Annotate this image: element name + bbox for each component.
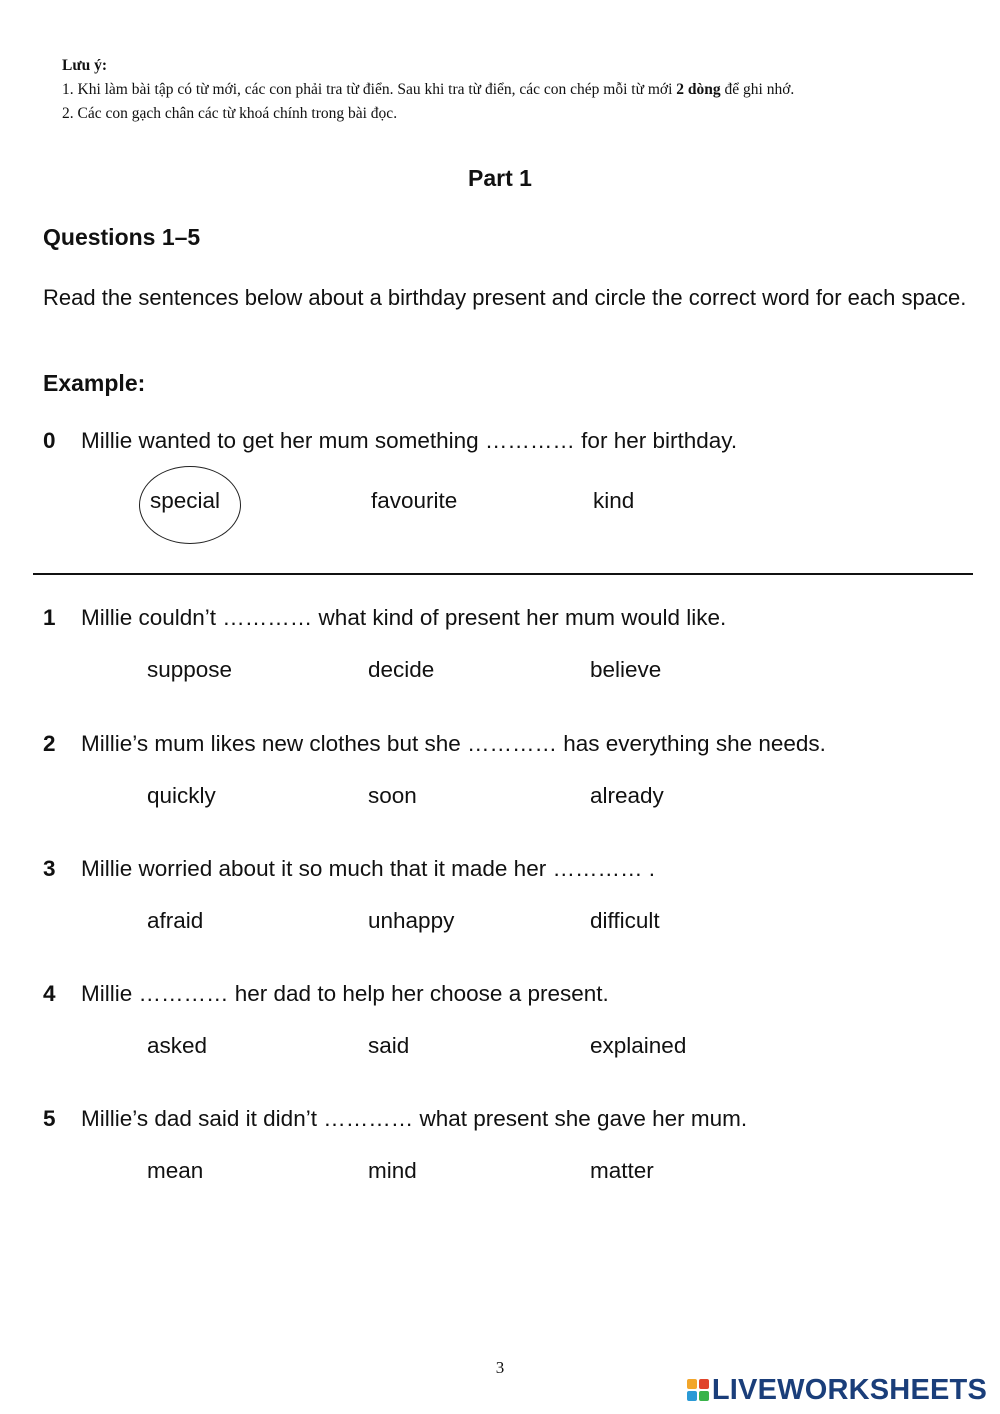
option-b[interactable]: soon: [368, 783, 417, 808]
note-title: Lưu ý:: [62, 57, 108, 74]
option-b[interactable]: favourite: [371, 488, 458, 513]
question-text: Millie’s mum likes new clothes but she ………… has everything she needs.: [81, 731, 826, 756]
note-line-1-bold: 2 dòng: [676, 81, 721, 98]
option-a[interactable]: suppose: [147, 657, 233, 682]
option-a[interactable]: mean: [147, 1158, 204, 1183]
logo-tile-2: [699, 1379, 709, 1389]
logo-tile-3: [687, 1391, 697, 1401]
option-c[interactable]: explained: [590, 1033, 687, 1058]
questions-title: Questions 1–5: [43, 224, 201, 250]
note-line-1-text: 1. Khi làm bài tập có từ mới, các con phải tra từ điển. Sau khi tra từ điển, các con chép mỗi từ mới: [62, 81, 677, 98]
note-line-1-end: để ghi nhớ.: [720, 81, 795, 98]
question-text: Millie’s dad said it didn’t ………… what present she gave her mum.: [81, 1106, 748, 1131]
option-a[interactable]: special: [150, 488, 221, 513]
part-title: Part 1: [468, 165, 532, 191]
option-c[interactable]: kind: [593, 488, 635, 513]
question-3: [43, 856, 655, 882]
note-line-1: [62, 78, 962, 102]
liveworksheets-logo: [687, 1374, 987, 1406]
question-text: Millie worried about it so much that it made her ………… .: [81, 856, 655, 881]
question-number: 2: [43, 731, 56, 756]
option-a[interactable]: afraid: [147, 908, 204, 933]
divider-line: [33, 573, 973, 575]
option-b[interactable]: decide: [368, 657, 435, 682]
question-text: Millie couldn’t ………… what kind of present her mum would like.: [81, 605, 727, 630]
question-1: [43, 605, 726, 631]
brand-text: LIVEWORKSHEETS: [711, 1373, 987, 1406]
question-text: Millie ………… her dad to help her choose a present.: [81, 981, 609, 1006]
question-2: [43, 731, 826, 757]
question-number: 0: [43, 428, 56, 453]
question-number: 1: [43, 605, 56, 630]
question-number: 5: [43, 1106, 56, 1131]
question-5: [43, 1106, 747, 1132]
logo-tile-4: [699, 1391, 709, 1401]
page-number: 3: [495, 1358, 505, 1377]
note-line-2: 2. Các con gạch chân các từ khoá chính trong bài đọc.: [62, 105, 398, 122]
question-text: Millie wanted to get her mum something ………… for her birthday.: [81, 428, 738, 453]
option-b[interactable]: unhappy: [368, 908, 455, 933]
example-label: Example:: [43, 370, 146, 396]
brand-logo-icon: [687, 1379, 709, 1401]
option-b[interactable]: mind: [368, 1158, 417, 1183]
note-block: [62, 54, 962, 126]
logo-tile-1: [687, 1379, 697, 1389]
question-number: 4: [43, 981, 56, 1006]
question-0: [43, 428, 737, 454]
option-c[interactable]: difficult: [590, 908, 660, 933]
option-c[interactable]: matter: [590, 1158, 654, 1183]
option-c[interactable]: already: [590, 783, 664, 808]
instruction-text: Read the sentences below about a birthday present and circle the correct word for each space.: [43, 285, 967, 310]
option-c[interactable]: believe: [590, 657, 662, 682]
question-4: [43, 981, 609, 1007]
question-number: 3: [43, 856, 56, 881]
option-a[interactable]: asked: [147, 1033, 208, 1058]
option-a[interactable]: quickly: [147, 783, 216, 808]
option-b[interactable]: said: [368, 1033, 410, 1058]
